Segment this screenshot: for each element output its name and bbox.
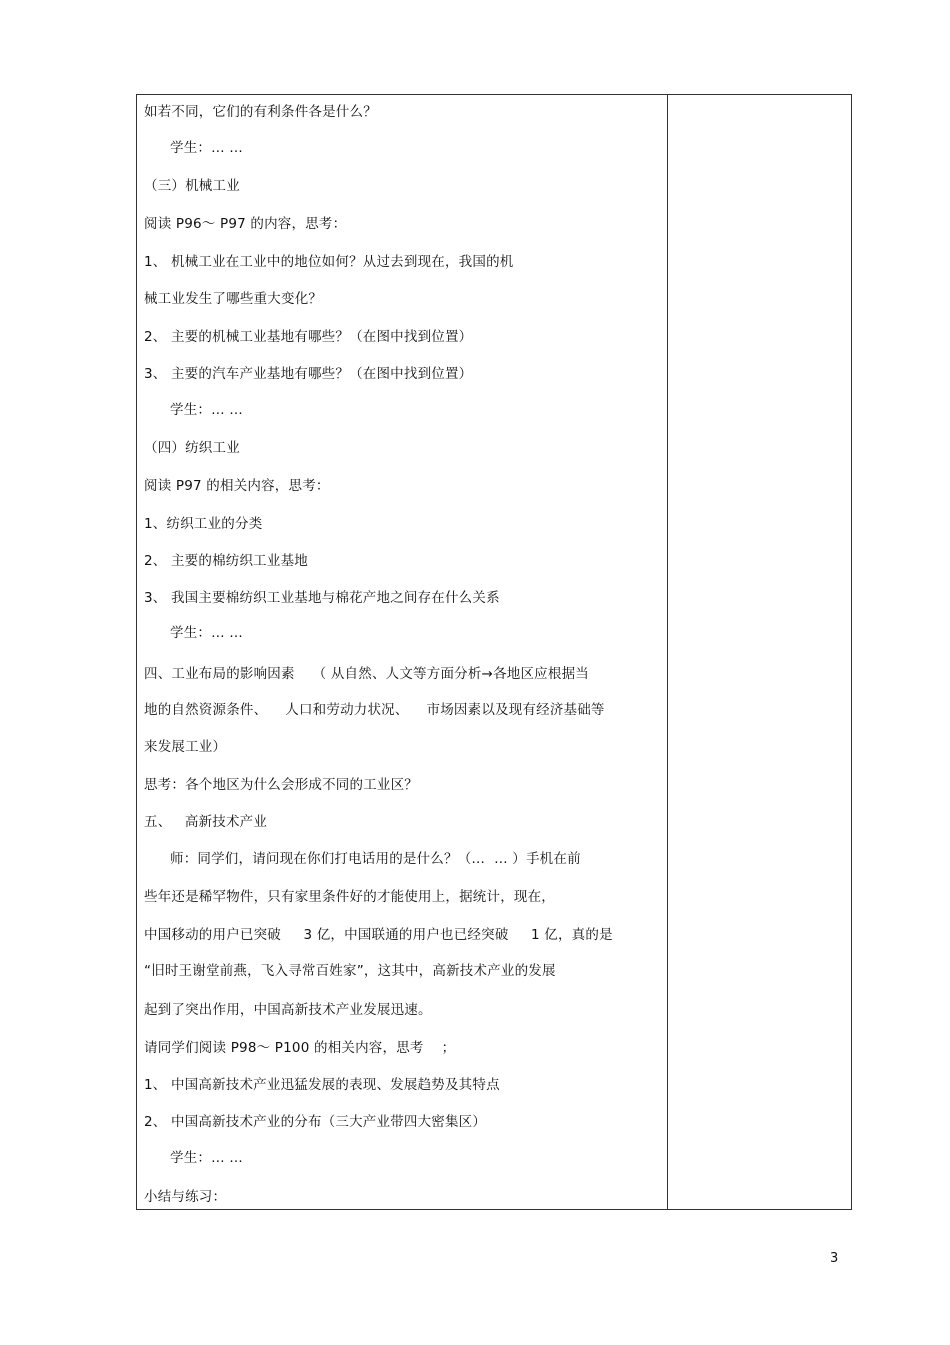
text-line: 3、 我国主要棉纺织工业基地与棉花产地之间存在什么关系 — [144, 590, 500, 606]
text-line: 五、 高新技术产业 — [144, 814, 268, 830]
text-line: 1、 中国高新技术产业迅猛发展的表现、发展趋势及其特点 — [144, 1077, 500, 1093]
text-line: 2、 中国高新技术产业的分布（三大产业带四大密集区） — [144, 1114, 487, 1130]
text-line: （三）机械工业 — [144, 178, 240, 194]
text-line: 思考：各个地区为什么会形成不同的工业区？ — [144, 777, 418, 793]
text-line: 来发展工业） — [144, 739, 227, 755]
text-line: 械工业发生了哪些重大变化？ — [144, 291, 323, 307]
text-line: 学生：… … — [170, 1150, 243, 1166]
text-line: 1、 机械工业在工业中的地位如何？从过去到现在，我国的机 — [144, 254, 514, 270]
text-line: 小结与练习： — [144, 1189, 227, 1205]
column-divider — [667, 95, 668, 1209]
text-line: 些年还是稀罕物件，只有家里条件好的才能使用上，据统计，现在， — [144, 889, 555, 905]
text-line: 3、 主要的汽车产业基地有哪些？（在图中找到位置） — [144, 366, 473, 382]
text-line: 阅读 P96～ P97 的内容，思考： — [144, 216, 347, 232]
text-line: 请同学们阅读 P98～ P100 的相关内容，思考 ； — [144, 1040, 456, 1056]
text-line: 1、纺织工业的分类 — [144, 516, 263, 532]
text-line: 学生：… … — [170, 140, 243, 156]
lesson-table — [136, 94, 852, 1210]
text-line: 学生：… … — [170, 625, 243, 641]
text-line: 学生：… … — [170, 402, 243, 418]
text-line: 起到了突出作用，中国高新技术产业发展迅速。 — [144, 1002, 432, 1018]
text-line: 2、 主要的机械工业基地有哪些？（在图中找到位置） — [144, 329, 473, 345]
page-number: 3 — [830, 1251, 839, 1266]
text-line: 中国移动的用户已突破 3 亿，中国联通的用户也已经突破 1 亿，真的是 — [144, 927, 613, 943]
text-line: 2、 主要的棉纺织工业基地 — [144, 553, 308, 569]
text-line: 四、工业布局的影响因素 （ 从自然、人文等方面分析→各地区应根据当 — [144, 666, 589, 682]
text-line: 阅读 P97 的相关内容，思考： — [144, 478, 330, 494]
text-line: （四）纺织工业 — [144, 440, 240, 456]
text-line: 如若不同，它们的有利条件各是什么？ — [144, 104, 377, 120]
text-line: 师：同学们，请问现在你们打电话用的是什么？（… … ）手机在前 — [170, 851, 581, 867]
notes-cell — [669, 95, 851, 1209]
text-line: “旧时王谢堂前燕，飞入寻常百姓家”，这其中，高新技术产业的发展 — [144, 963, 556, 979]
text-line: 地的自然资源条件、 人口和劳动力状况、 市场因素以及现有经济基础等 — [144, 702, 605, 718]
